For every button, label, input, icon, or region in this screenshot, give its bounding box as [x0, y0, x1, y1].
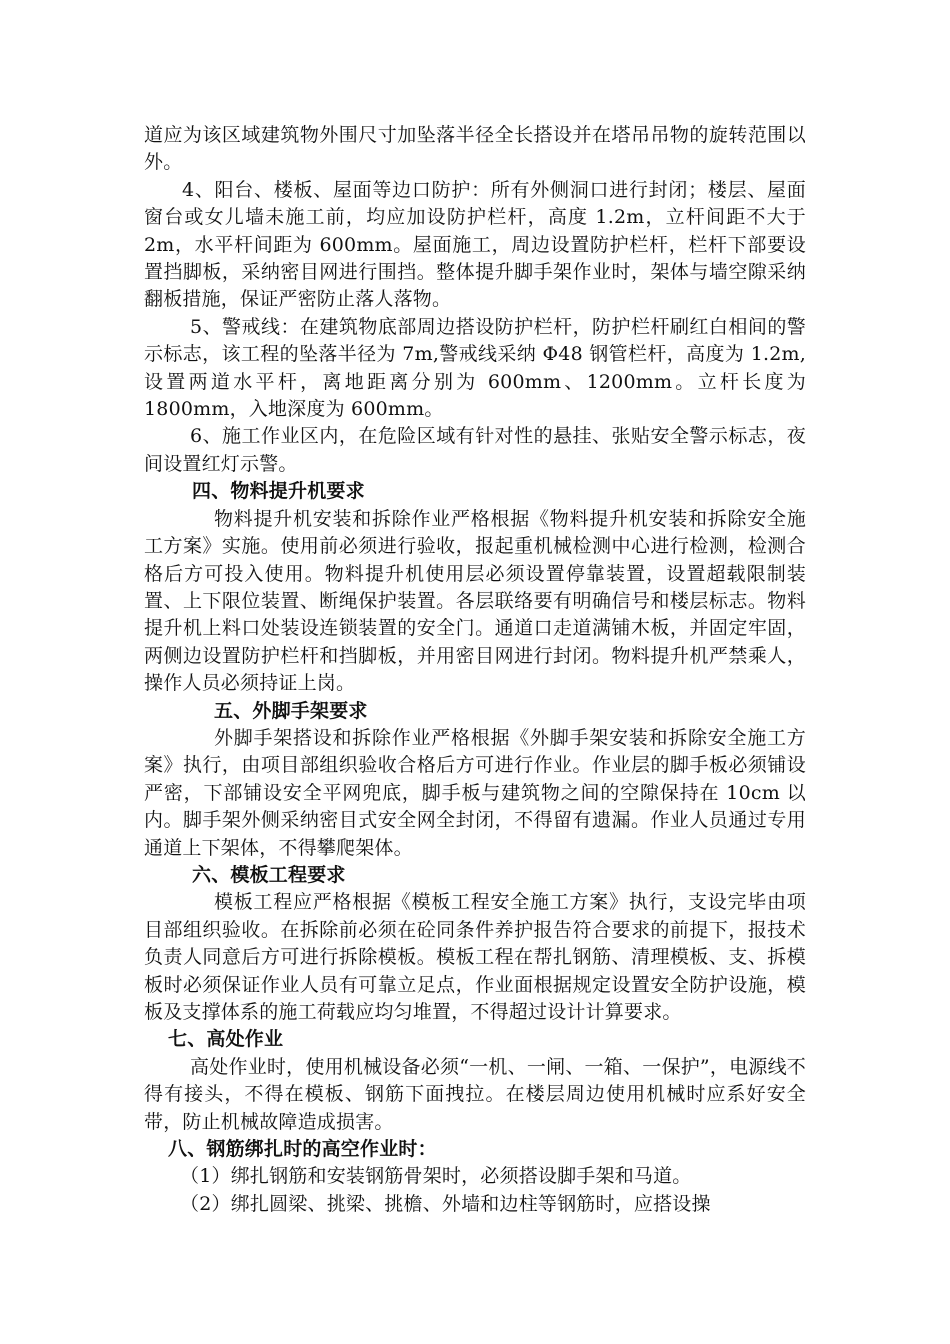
- paragraph-formwork: 模板工程应严格根据《模板工程安全施工方案》执行，支设完毕由项目部组织验收。在拆除前必须在砼同条件养护报告符合要求的前提下，报技术负责人同意后方可进行拆除模板。模板工程在帮扎钢筋、清理模板、支、拆模板时必须保证作业人员有可靠立足点，作业面根据规定设置安全防护设施，模板及支撑体系的施工荷载应均匀堆置，不得超过设计计算要求。: [144, 891, 806, 1023]
- heading-height-work: 七、高处作业: [168, 1028, 284, 1051]
- heading-hoist: 四、物料提升机要求: [192, 480, 365, 503]
- heading-rebar: 八、钢筋绑扎时的高空作业时：: [168, 1138, 437, 1161]
- paragraph-height-work: 高处作业时，使用机械设备必须“一机、一闸、一箱、一保护”，电源线不得有接头，不得在模板、钢筋下面拽拉。在楼层周边使用机械时应系好安全带，防止机械故障造成损害。: [144, 1055, 806, 1133]
- paragraph-scaffold: 外脚手架搭设和拆除作业严格根据《外脚手架安装和拆除安全施工方案》执行，由项目部组织验收合格后方可进行作业。作业层的脚手板必须铺设严密，下部铺设安全平网兜底，脚手板与建筑物之间的空隙保持在 10cm 以内。脚手架外侧采纳密目式安全网全封闭，不得留有遗漏。作业人员通过专用通道上下架体，不得攀爬架体。: [144, 726, 806, 859]
- heading-formwork: 六、模板工程要求: [192, 863, 346, 886]
- paragraph-edge-protection: 4、阳台、楼板、屋面等边口防护：所有外侧洞口进行封闭；楼层、屋面窗台或女儿墙未施工前，均应加设防护栏杆，高度 1.2m，立杆间距不大于 2m，水平杆间距为 600mm。屋面施工，周边设置防护栏杆，栏杆下部要设置挡脚板，采纳密目网进行围挡。整体提升脚手架作业时，架体与墙空隙采纳翻板措施，保证严密防止落人落物。: [144, 178, 806, 311]
- paragraph-warning-line: 5、警戒线：在建筑物底部周边搭设防护栏杆，防护栏杆刷红白相间的警示标志，该工程的坠落半径为 7m,警戒线采纳 Φ48 钢管栏杆，高度为 1.2m,设置两道水平杆，离地距离分别为 600mm、1200mm。立杆长度为 1800mm，入地深度为 600mm。: [144, 315, 806, 421]
- document-page: [144, 122, 806, 1218]
- paragraph-warning-signs: 6、施工作业区内，在危险区域有针对性的悬挂、张贴安全警示标志，夜间设置红灯示警。: [144, 425, 806, 475]
- paragraph-hoist: 物料提升机安装和拆除作业严格根据《物料提升机安装和拆除安全施工方案》实施。使用前必须进行验收，报起重机械检测中心进行检测，检测合格后方可投入使用。物料提升机使用层必须设置停靠装置，设置超载限制装置、上下限位装置、断绳保护装置。各层联络要有明确信号和楼层标志。物料提升机上料口处装设连锁装置的安全门。通道口走道满铺木板，并固定牢固，两侧边设置防护栏杆和挡脚板，并用密目网进行封闭。物料提升机严禁乘人，操作人员必须持证上岗。: [144, 507, 806, 695]
- list-item-2: （2）绑扎圆梁、挑梁、挑檐、外墙和边柱等钢筋时，应搭设操: [180, 1192, 711, 1215]
- paragraph-top: 道应为该区域建筑物外围尺寸加坠落半径全长搭设并在塔吊吊物的旋转范围以外。: [144, 124, 806, 174]
- heading-scaffold: 五、外脚手架要求: [214, 699, 368, 722]
- list-item-1: （1）绑扎钢筋和安装钢筋骨架时，必须搭设脚手架和马道。: [180, 1165, 692, 1188]
